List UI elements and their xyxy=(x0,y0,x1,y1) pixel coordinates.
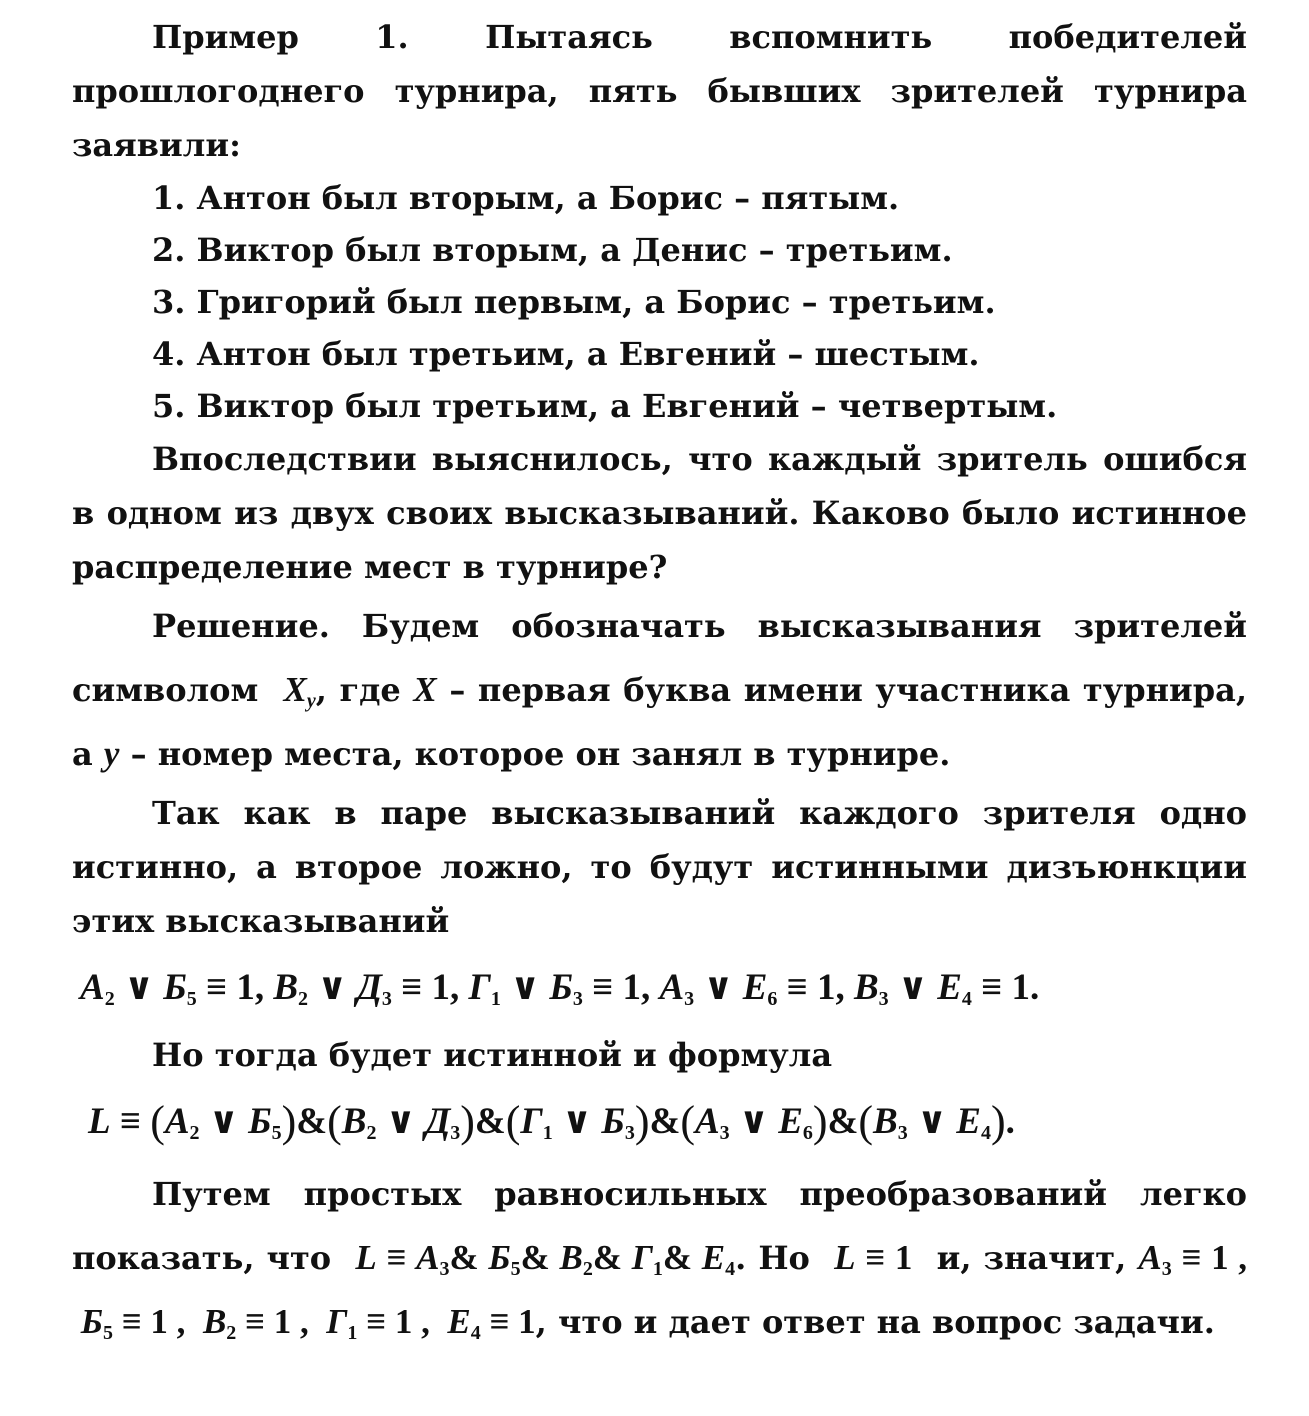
statement-1: 1. Антон был вторым, а Борис – пятым. xyxy=(152,179,900,217)
final-text-b: . Но xyxy=(735,1239,810,1277)
example-text: Пытаясь вспомнить победителей прошлогоднего турнира, пять бывших зрителей турнира заявили: xyxy=(72,18,1248,164)
simplified-formula: $L \equiv А_3\&$ $Б_5\&$ $В_2\&$ $Г_1\&$ $Е_4$ xyxy=(355,1238,736,1280)
final-paragraph xyxy=(72,1162,1247,1354)
symbol-x-y: $X_y$ xyxy=(283,670,316,712)
final-text-d: , что и дает ответ на вопрос задачи. xyxy=(535,1303,1215,1341)
example-paragraph xyxy=(72,10,1247,172)
disjunctions-formula: $А_2$ ∨ $Б_5 \equiv 1$, $В_2$ ∨ $Д_3 \equiv 1$, $Г_1$ ∨ $Б_3 \equiv 1$, $А_3$ ∨ $Е_6 \equiv 1$, $В_3$ ∨ $Е_4 \equiv 1$. xyxy=(80,967,1040,1010)
solution-text-a: Будем обозначать высказывания зрителей символом xyxy=(72,607,1248,709)
symbol-y: y xyxy=(103,734,120,773)
answer-values: $А_3 \equiv 1$ , $Б_5 \equiv 1$ , $В_2 \equiv 1$ , $Г_1 \equiv 1$ , $Е_4 \equiv 1$ xyxy=(72,1238,1248,1344)
example-label: Пример 1. xyxy=(152,18,409,56)
conjunction-formula: $L \equiv (А_2$ ∨ $Б_5)\&(В_2$ ∨ $Д_3)\&(Г_1$ ∨ $Б_3)\&(А_3$ ∨ $Е_6)\&(В_3$ ∨ $Е_4$). xyxy=(88,1097,1015,1146)
solution-label: Решение. xyxy=(152,607,330,645)
final-text-c: и, значит, xyxy=(936,1239,1127,1277)
l-equals-one: L ≡ 1 xyxy=(834,1238,913,1277)
statement-3: 3. Григорий был первым, а Борис – третьим. xyxy=(152,283,996,321)
statement-4: 4. Антон был третьим, а Евгений – шестым. xyxy=(152,335,980,373)
statement-5: 5. Виктор был третьим, а Евгений – четвертым. xyxy=(152,387,1058,425)
final-text-a: Путем простых равносильных преобразований легко показать, что xyxy=(72,1175,1247,1277)
symbol-x: X xyxy=(413,670,437,709)
question-paragraph: Впоследствии выяснилось, что каждый зритель ошибся в одном из двух своих высказываний. Каково было истинное распределение мест в турнире? xyxy=(72,440,1247,586)
disjunction-paragraph: Так как в паре высказываний каждого зрителя одно истинно, а второе ложно, то будут истинными дизъюнкции этих высказываний xyxy=(72,794,1247,940)
solution-text-d: – номер места, которое он занял в турнире. xyxy=(130,735,951,773)
solution-paragraph xyxy=(72,594,1247,786)
statement-2: 2. Виктор был вторым, а Денис – третьим. xyxy=(152,231,953,269)
formula-intro-paragraph: Но тогда будет истинной и формула xyxy=(152,1036,833,1074)
solution-text-b: , где xyxy=(315,671,401,709)
solution-text-c: – первая буква имени участника турнира, а xyxy=(72,671,1248,773)
